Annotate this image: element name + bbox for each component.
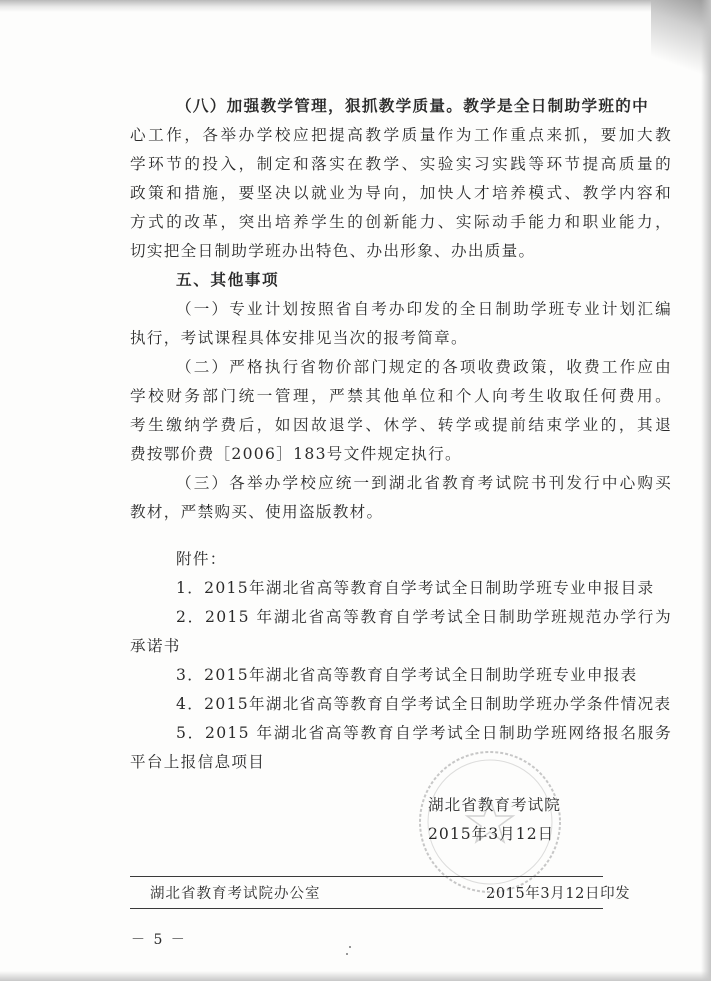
item-2-line: 费按鄂价费［2006］183号文件规定执行。 <box>130 445 462 463</box>
attachment-item: 3．2015年湖北省高等教育自学考试全日制助学班专业申报表 <box>176 666 638 684</box>
item-2-line: （二）严格执行省物价部门规定的各项收费政策，收费工作应由 <box>176 358 672 376</box>
footer-rule-top <box>130 876 603 877</box>
official-seal-icon <box>410 742 570 902</box>
item-3-line: 教材，严禁购买、使用盗版教材。 <box>130 503 384 521</box>
attachments-label: 附件： <box>176 550 227 568</box>
paragraph-8-line: 政策和措施，要坚决以就业为导向，加快人才培养模式、教学内容和 <box>130 184 672 202</box>
attachment-item: 4．2015年湖北省高等教育自学考试全日制助学班办学条件情况表 <box>176 695 672 713</box>
item-1-line: （一）专业计划按照省自考办印发的全日制助学班专业计划汇编 <box>176 300 672 318</box>
item-2-line: 考生缴纳学费后，如因故退学、休学、转学或提前结束学业的，其退 <box>130 416 672 434</box>
item-2-line: 学校财务部门统一管理，严禁其他单位和个人向考生收取任何费用。 <box>130 387 672 405</box>
item-1-line: 执行，考试课程具体安排见当次的报考简章。 <box>130 329 468 347</box>
item-3-line: （三）各举办学校应统一到湖北省教育考试院书刊发行中心购买 <box>176 474 672 492</box>
attachment-item: 5．2015 年湖北省高等教育自学考试全日制助学班网络报名服务 <box>176 724 672 742</box>
signature-date: 2015年3月12日 <box>428 825 555 843</box>
section-heading: 五、其他事项 <box>176 271 280 289</box>
signature-org: 湖北省教育考试院 <box>428 796 561 814</box>
footer-issue-date: 2015年3月12日印发 <box>486 886 631 902</box>
scan-shadow-top <box>0 0 711 12</box>
scan-shadow-bottom <box>0 971 711 981</box>
attachment-item-continuation: 平台上报信息项目 <box>130 753 266 771</box>
attachment-item: 1．2015年湖北省高等教育自学考试全日制助学班专业申报目录 <box>176 579 655 597</box>
paragraph-8-line: 心工作，各举办学校应把提高教学质量作为工作重点来抓，要加大教 <box>130 126 672 144</box>
paragraph-8-line: （八）加强教学管理，狠抓教学质量。教学是全日制助学班的中 <box>176 97 650 115</box>
scan-speck <box>349 946 351 948</box>
page-number: － 5 － <box>131 932 187 948</box>
paragraph-8-line: 切实把全日制助学班办出特色、办出形象、办出质量。 <box>130 242 536 260</box>
attachment-item: 2．2015 年湖北省高等教育自学考试全日制助学班规范办学行为 <box>176 608 672 626</box>
paragraph-8-line: 方式的改革，突出培养学生的创新能力、实际动手能力和职业能力， <box>130 213 672 231</box>
attachment-item-continuation: 承诺书 <box>130 637 181 655</box>
scan-speck <box>346 953 348 955</box>
scan-shadow-right <box>701 0 711 981</box>
footer-issuer: 湖北省教育考试院办公室 <box>150 886 321 902</box>
paragraph-8-line: 学环节的投入，制定和落实在教学、实验实习实践等环节提高质量的 <box>130 155 672 173</box>
footer-rule-bottom <box>130 908 603 909</box>
